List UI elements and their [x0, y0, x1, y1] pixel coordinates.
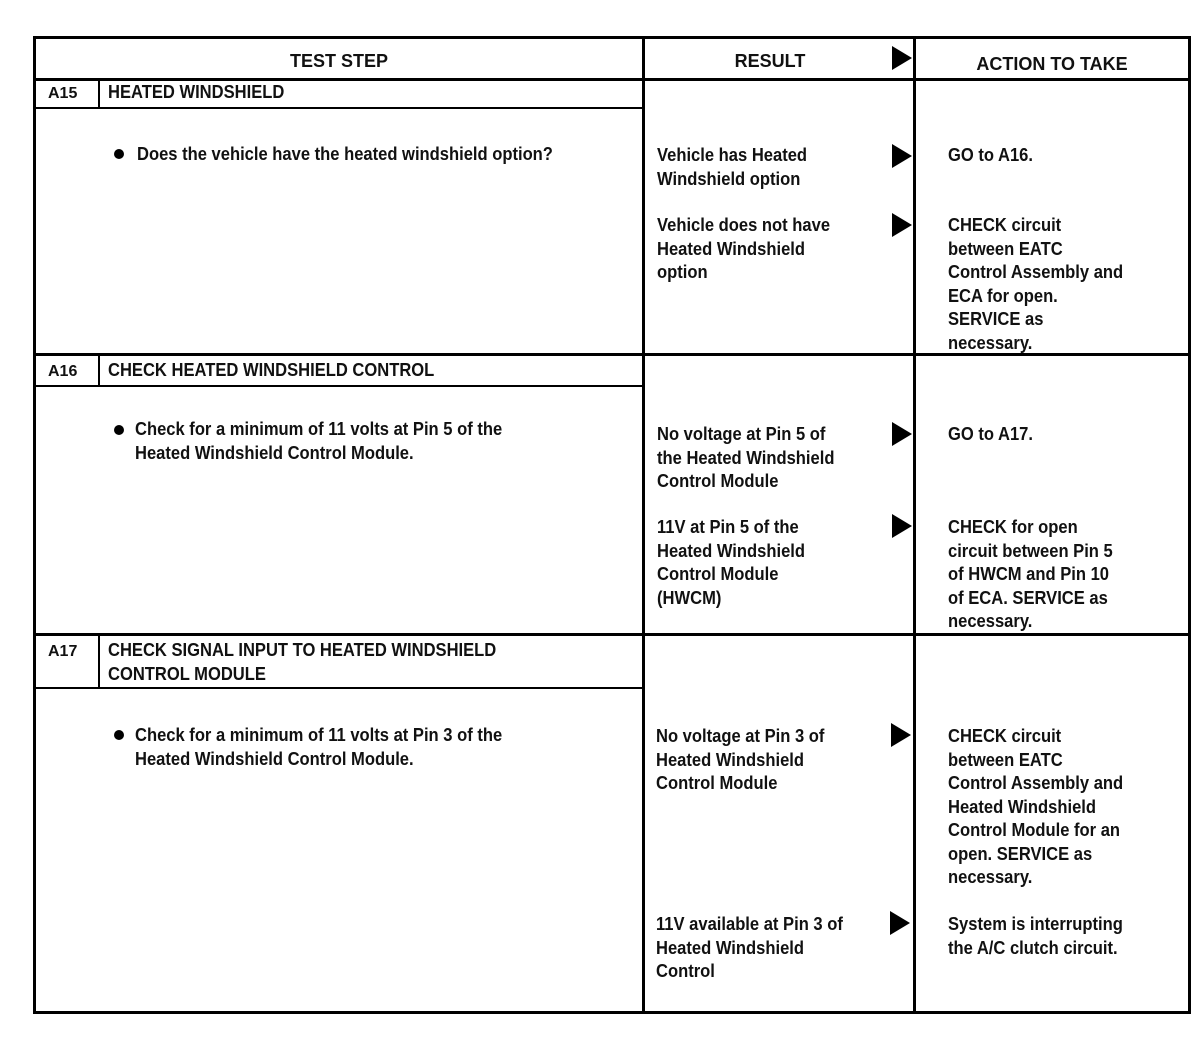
result-text: 11V at Pin 5 of the Heated Windshield Control Module (HWCM): [657, 517, 805, 608]
action-text: GO to A17.: [948, 424, 1033, 444]
step-title: CHECK SIGNAL INPUT TO HEATED WINDSHIELD CONTROL MODULE: [108, 640, 497, 684]
step-title: HEATED WINDSHIELD: [108, 82, 285, 102]
arrow-right-icon: [890, 911, 910, 935]
result-text: No voltage at Pin 3 of Heated Windshield Control Module: [656, 726, 825, 793]
title-box-line: [33, 107, 643, 109]
table-border-right: [1188, 36, 1191, 1014]
action-text: System is interrupting the A/C clutch circuit.: [948, 914, 1123, 958]
step-instruction: Check for a minimum of 11 volts at Pin 5 of the Heated Windshield Control Module.: [135, 419, 503, 463]
title-box-line: [98, 80, 100, 108]
header-test-step: TEST STEP: [289, 51, 388, 71]
arrow-right-icon: [892, 213, 912, 237]
result-text: 11V available at Pin 3 of Heated Windshield Control: [656, 914, 843, 981]
header-result: RESULT: [734, 51, 806, 71]
arrow-right-icon: [892, 46, 912, 70]
step-id: A17: [48, 643, 78, 660]
result-text: Vehicle has Heated Windshield option: [657, 145, 808, 189]
title-box-line: [33, 687, 643, 689]
arrow-right-icon: [892, 514, 912, 538]
header-action: ACTION TO TAKE: [976, 54, 1128, 74]
step-instruction: Check for a minimum of 11 volts at Pin 3 of the Heated Windshield Control Module.: [135, 725, 503, 769]
title-box-line: [98, 356, 100, 386]
action-text: GO to A16.: [948, 145, 1033, 165]
table-border-left: [33, 36, 36, 1014]
step-id: A15: [48, 85, 78, 102]
column-divider: [913, 36, 916, 1014]
action-text: CHECK circuit between EATC Control Assembly and ECA for open. SERVICE as necessary.: [948, 215, 1124, 353]
result-text: No voltage at Pin 5 of the Heated Windshield Control Module: [657, 424, 835, 491]
table-border-bottom: [33, 1011, 1191, 1014]
bullet-icon: [114, 149, 124, 159]
step-instruction: Does the vehicle have the heated windshield option?: [137, 144, 553, 164]
arrow-right-icon: [891, 723, 911, 747]
bullet-icon: [114, 425, 124, 435]
title-box-line: [98, 636, 100, 688]
arrow-right-icon: [892, 144, 912, 168]
column-divider: [642, 36, 645, 1014]
step-id: A16: [48, 363, 78, 380]
title-box-line: [33, 385, 643, 387]
arrow-right-icon: [892, 422, 912, 446]
action-text: CHECK for open circuit between Pin 5 of HWCM and Pin 10 of ECA. SERVICE as necessary.: [948, 517, 1113, 631]
table-border-top: [33, 36, 1191, 39]
result-text: Vehicle does not have Heated Windshield option: [657, 215, 831, 282]
step-title: CHECK HEATED WINDSHIELD CONTROL: [108, 360, 435, 380]
bullet-icon: [114, 730, 124, 740]
action-text: CHECK circuit between EATC Control Assembly and Heated Windshield Control Module for an open. SERVICE as necessary.: [948, 726, 1124, 887]
